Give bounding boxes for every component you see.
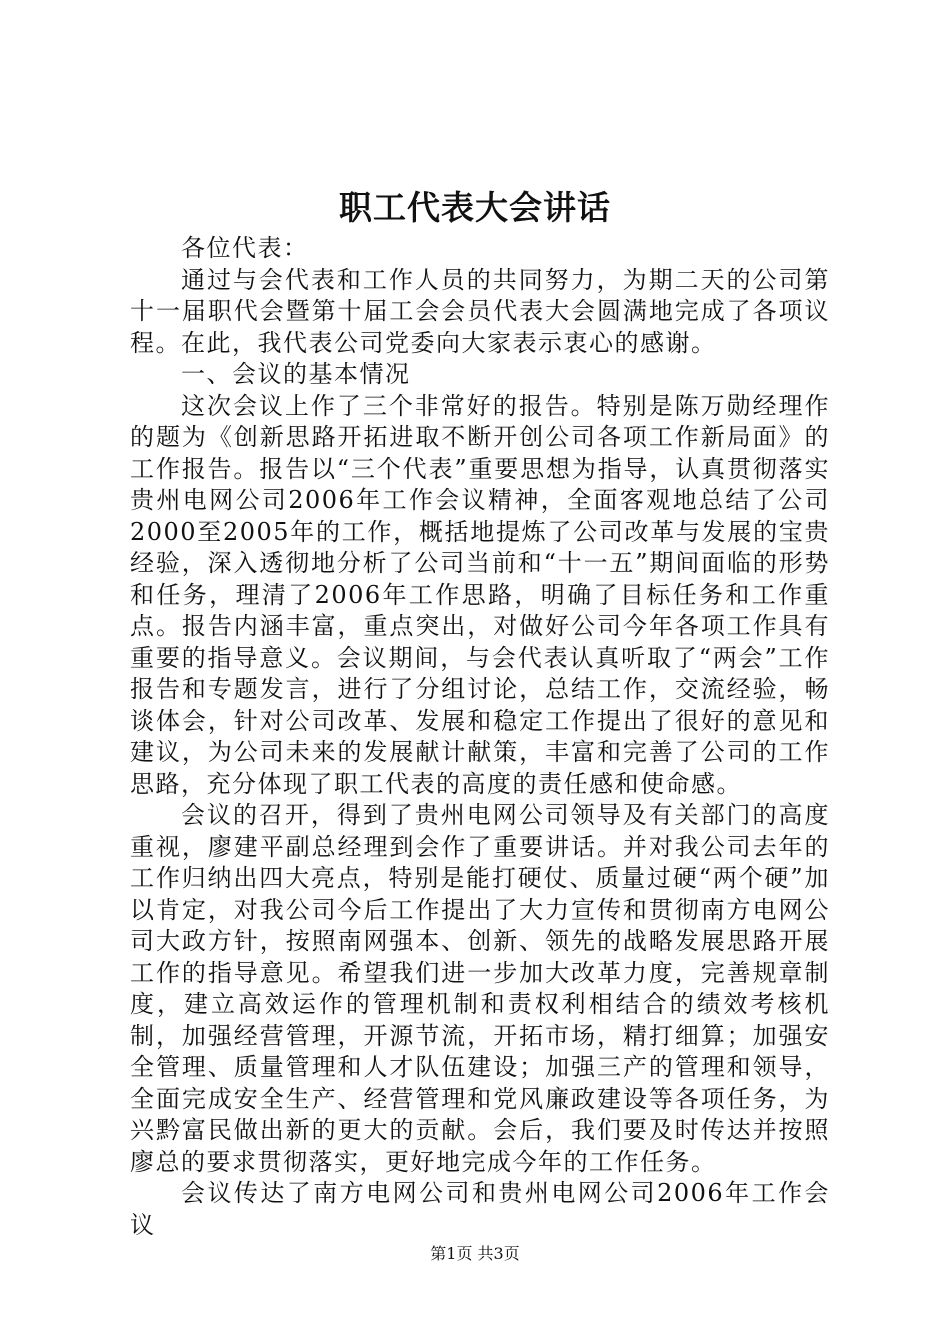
page-footer: 第1页 共3页 bbox=[430, 1244, 520, 1263]
section-heading: 一、会议的基本情况 bbox=[181, 360, 411, 388]
body-paragraph: 通过与会代表和工作人员的共同努力，为期二天的公司第十一届职代会暨第十届工会会员代表大会圆满地完成了各项议程。在此，我代表公司党委向大家表示衷心的感谢。 bbox=[130, 265, 830, 357]
body-paragraph: 会议传达了南方电网公司和贵州电网公司2006年工作会议 bbox=[130, 1179, 830, 1239]
body-paragraph: 这次会议上作了三个非常好的报告。特别是陈万勋经理作的题为《创新思路开拓进取不断开创公司各项工作新局面》的工作报告。报告以“三个代表”重要思想为指导，认真贯彻落实贵州电网公司2006年工作会议精神，全面客观地总结了公司2000至2005年的工作，概括地提炼了公司改革与发展的宝贵经验，深入透彻地分析了公司当前和“十一五”期间面临的形势和任务，理清了2006年工作思路，明确了目标任务和工作重点。报告内涵丰富，重点突出，对做好公司今年各项工作具有重要的指导意义。会议期间，与会代表认真听取了“两会”工作报告和专题发言，进行了分组讨论，总结工作，交流经验，畅谈体会，针对公司改革、发展和稳定工作提出了很好的意见和建议，为公司未来的发展献计献策，丰富和完善了公司的工作思路，充分体现了职工代表的高度的责任感和使命感。 bbox=[130, 391, 830, 798]
document-title: 职工代表大会讲话 bbox=[339, 188, 611, 227]
body-paragraph: 会议的召开，得到了贵州电网公司领导及有关部门的高度重视，廖建平副总经理到会作了重要讲话。并对我公司去年的工作归纳出四大亮点，特别是能打硬仗、质量过硬“两个硬”加以肯定，对我公司今后工作提出了大力宣传和贯彻南方电网公司大政方针，按照南网强本、创新、领先的战略发展思路开展工作的指导意见。希望我们进一步加大改革力度，完善规章制度，建立高效运作的管理机制和责权利相结合的绩效考核机制，加强经营管理，开源节流，开拓市场，精打细算；加强安全管理、质量管理和人才队伍建设；加强三产的管理和领导，全面完成安全生产、经营管理和党风廉政建设等各项任务，为兴黔富民做出新的更大的贡献。会后，我们要及时传达并按照廖总的要求贯彻落实，更好地完成今年的工作任务。 bbox=[130, 801, 830, 1176]
salutation-paragraph: 各位代表： bbox=[181, 234, 309, 262]
document-body bbox=[130, 233, 830, 1241]
